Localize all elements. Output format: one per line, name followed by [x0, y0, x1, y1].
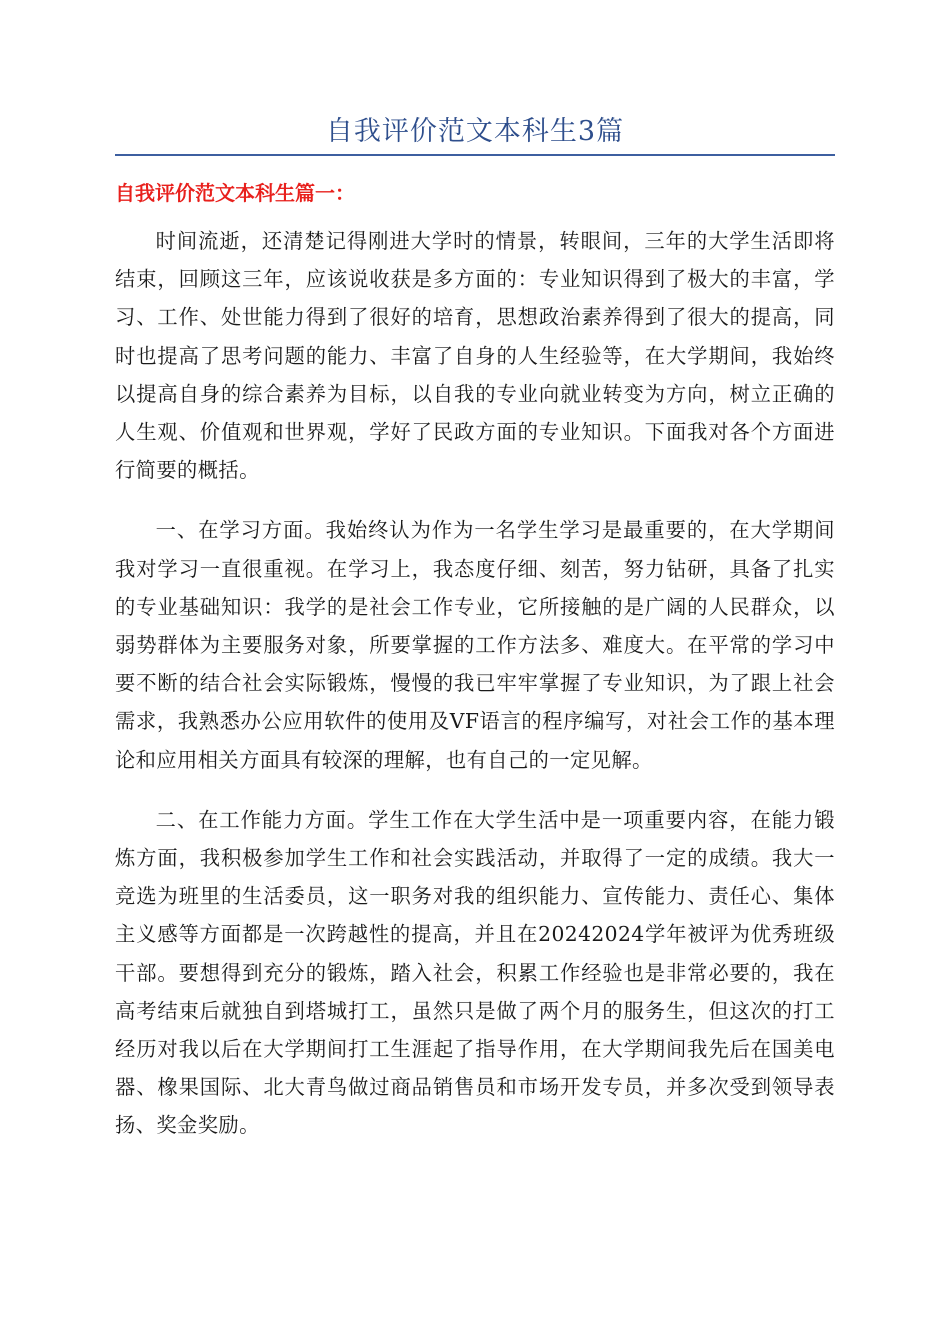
body-text [115, 222, 835, 1167]
paragraph-study: 一、在学习方面。我始终认为作为一名学生学习是最重要的，在大学期间我对学习一直很重视。在学习上，我态度仔细、刻苦，努力钻研，具备了扎实的专业基础知识：我学的是社会工作专业，它所接触的是广阔的人民群众，以弱势群体为主要服务对象，所要掌握的工作方法多、难度大。在平常的学习中要不断的结合社会实际锻炼，慢慢的我已牢牢掌握了专业知识，为了跟上社会需求，我熟悉办公应用软件的使用及VF语言的程序编写，对社会工作的基本理论和应用相关方面具有较深的理解，也有自己的一定见解。 [115, 518, 835, 772]
paragraph-work: 二、在工作能力方面。学生工作在大学生活中是一项重要内容，在能力锻炼方面，我积极参加学生工作和社会实践活动，并取得了一定的成绩。我大一竞选为班里的生活委员，这一职务对我的组织能力、宣传能力、责任心、集体主义感等方面都是一次跨越性的提高，并且在20242024学年被评为优秀班级干部。要想得到充分的锻炼，踏入社会，积累工作经验也是非常必要的，我在高考结束后就独自到塔城打工，虽然只是做了两个月的服务生，但这次的打工经历对我以后在大学期间打工生涯起了指导作用，在大学期间我先后在国美电器、橡果国际、北大青鸟做过商品销售员和市场开发专员，并多次受到领导表扬、奖金奖励。 [115, 807, 835, 1138]
section-heading: 自我评价范文本科生篇一： [115, 181, 355, 205]
document-title: 自我评价范文本科生3篇 [325, 116, 625, 147]
title-divider [115, 154, 835, 156]
paragraph-intro: 时间流逝，还清楚记得刚进大学时的情景，转眼间，三年的大学生活即将结束，回顾这三年，应该说收获是多方面的：专业知识得到了极大的丰富，学习、工作、处世能力得到了很好的培育，思想政治素养得到了很大的提高，同时也提高了思考问题的能力、丰富了自身的人生经验等，在大学期间，我始终以提高自身的综合素养为目标，以自我的专业向就业转变为方向，树立正确的人生观、价值观和世界观，学好了民政方面的专业知识。下面我对各个方面进行简要的概括。 [115, 229, 835, 483]
